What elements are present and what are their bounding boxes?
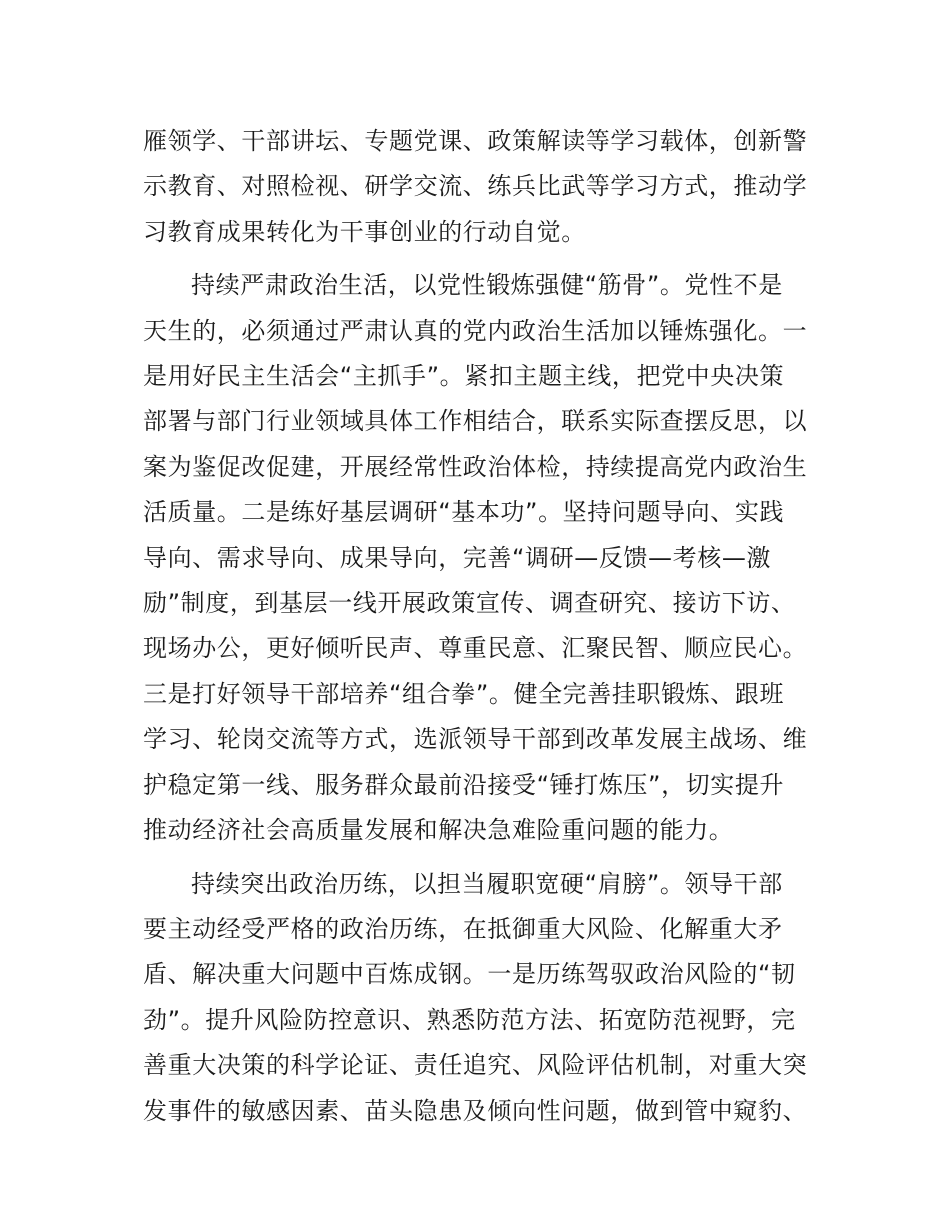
text-line: 是用好民主生活会“主抓手”。紧扣主题主线，把党中央决策	[143, 362, 785, 391]
paragraph-3	[143, 862, 813, 1134]
text-line: 要主动经受严格的政治历练，在抵御重大风险、化解重大矛	[143, 914, 783, 943]
text-line: 示教育、对照检视、研学交流、练兵比武等学习方式，推动学	[143, 172, 808, 201]
text-line: 习教育成果转化为干事创业的行动自觉。	[143, 217, 586, 246]
document-body	[143, 119, 813, 1142]
text-line: 推动经济社会高质量发展和解决急难险重问题的能力。	[143, 816, 734, 845]
text-line: 三是打好领导干部培养“组合拳”。健全完善挂职锻炼、跟班	[143, 679, 785, 708]
text-line: 劲”。提升风险防控意识、熟悉防范方法、拓宽防范视野，完	[143, 1005, 796, 1034]
text-line: 持续严肃政治生活，以党性锻炼强健“筋骨”。党性不是	[191, 271, 783, 300]
paragraph-2	[143, 263, 813, 853]
text-line: 发事件的敏感因素、苗头隐患及倾向性问题，做到管中窥豹、	[143, 1096, 808, 1125]
text-line: 活质量。二是练好基层调研“基本功”。坚持问题导向、实践	[143, 498, 785, 527]
text-line: 天生的，必须通过严肃认真的党内政治生活加以锤炼强化。一	[143, 316, 808, 345]
text-line: 持续突出政治历练，以担当履职宽硬“肩膀”。领导干部	[191, 869, 783, 898]
text-line: 励”制度，到基层一线开展政策宣传、调查研究、接访下访、	[143, 589, 796, 618]
text-line: 学习、轮岗交流等方式，选派领导干部到改革发展主战场、维	[143, 725, 808, 754]
text-line: 盾、解决重大问题中百炼成钢。一是历练驾驭政治风险的“韧	[143, 960, 796, 989]
text-line: 现场办公，更好倾听民声、尊重民意、汇聚民智、顺应民心。	[143, 634, 808, 663]
text-line: 雁领学、干部讲坛、专题党课、政策解读等学习载体，创新警	[143, 127, 808, 155]
paragraph-1	[143, 119, 813, 255]
text-line: 部署与部门行业领域具体工作相结合，联系实际查摆反思，以	[143, 407, 808, 436]
text-line: 导向、需求导向、成果导向，完善“调研—反馈—考核—激	[143, 543, 772, 572]
text-line: 护稳定第一线、服务群众最前沿接受“锤打炼压”，切实提升	[143, 770, 785, 799]
text-line: 善重大决策的科学论证、责任追究、风险评估机制，对重大突	[143, 1051, 808, 1080]
text-line: 案为鉴促改促建，开展经常性政治体检，持续提高党内政治生	[143, 452, 808, 481]
